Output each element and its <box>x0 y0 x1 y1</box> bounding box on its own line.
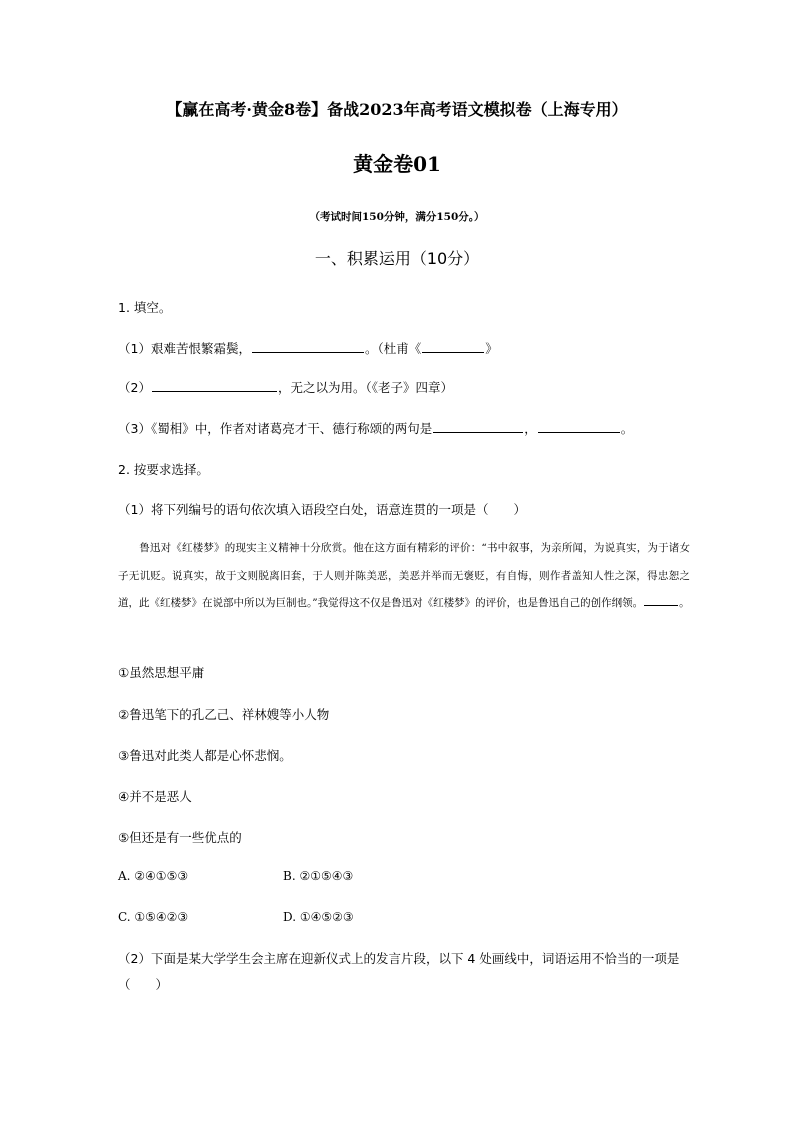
document-title: 【赢在高考·黄金8卷】备战2023年高考语文模拟卷（上海专用） <box>166 100 628 119</box>
question-2-sub-2: （2）下面是某大学学生会主席在迎新仪式上的发言片段，以下 4 处画线中，词语运用不恰当的一项是（ ） <box>118 951 680 992</box>
question-1-item-1 <box>118 339 498 357</box>
item-1-text-b: 。（杜甫《 <box>364 341 422 356</box>
statement-3: ③鲁迅对此类人都是心怀悲悯。 <box>118 748 292 763</box>
option-d[interactable]: D. ①④⑤②③ <box>283 910 354 924</box>
statement-2: ②鲁迅笔下的孔乙己、祥林嫂等小人物 <box>118 707 330 722</box>
item-3-text-b: ， <box>524 421 537 436</box>
exam-note: （考试时间150分钟，满分150分。） <box>309 211 485 223</box>
option-a[interactable]: A. ②④①⑤③ <box>118 869 189 883</box>
question-1-item-3 <box>118 419 633 437</box>
answer-blank[interactable] <box>422 339 484 353</box>
answer-blank[interactable] <box>538 419 620 433</box>
item-2-text-a: （2） <box>118 380 151 395</box>
passage-text: 鲁迅对《红楼梦》的现实主义精神十分欣赏。他在这方面有精彩的评价：“书中叙事，为亲所闻，为说真实，为于诸女子无讥贬。说真实，故于文则脱离旧套，于人则并陈美恶，美恶并举而无褒贬，有自悔，则作者盖知人性之深，得忠恕之道，此《红楼梦》在说部中所以为巨制也。”我觉得这不仅是鲁迅对《红楼梦》的评价，也是鲁迅自己的创作纲领。 <box>118 542 690 609</box>
answer-blank[interactable] <box>252 339 364 353</box>
passage-end: 。 <box>679 597 690 609</box>
item-1-text-c: 》 <box>485 341 498 356</box>
option-b[interactable]: B. ②①⑤④③ <box>283 869 354 883</box>
answer-blank[interactable] <box>433 419 523 433</box>
question-2-title: 2. 按要求选择。 <box>118 462 209 477</box>
question-1-title: 1. 填空。 <box>118 300 172 315</box>
paper-subtitle: 黄金卷01 <box>353 152 441 176</box>
statement-5: ⑤但还是有一些优点的 <box>118 830 242 845</box>
answer-blank[interactable] <box>644 594 678 606</box>
reading-passage <box>118 535 690 618</box>
item-3-text-a: （3）《蜀相》中，作者对诸葛亮才干、德行称颂的两句是 <box>118 421 433 436</box>
statement-4: ④并不是恶人 <box>118 789 192 804</box>
option-c[interactable]: C. ①⑤④②③ <box>118 910 189 924</box>
statement-1: ①虽然思想平庸 <box>118 665 205 680</box>
answer-blank[interactable] <box>152 378 277 392</box>
question-1-item-2 <box>118 378 453 396</box>
section-heading: 一、积累运用（10分） <box>314 249 480 268</box>
item-3-text-c: 。 <box>620 421 634 436</box>
item-2-text-b: ，无之以为用。（《老子》四章） <box>277 380 453 395</box>
item-1-text-a: （1）艰难苦恨繁霜鬓， <box>118 341 251 356</box>
question-2-sub-1: （1）将下列编号的语句依次填入语段空白处，语意连贯的一项是（ ） <box>118 502 526 517</box>
